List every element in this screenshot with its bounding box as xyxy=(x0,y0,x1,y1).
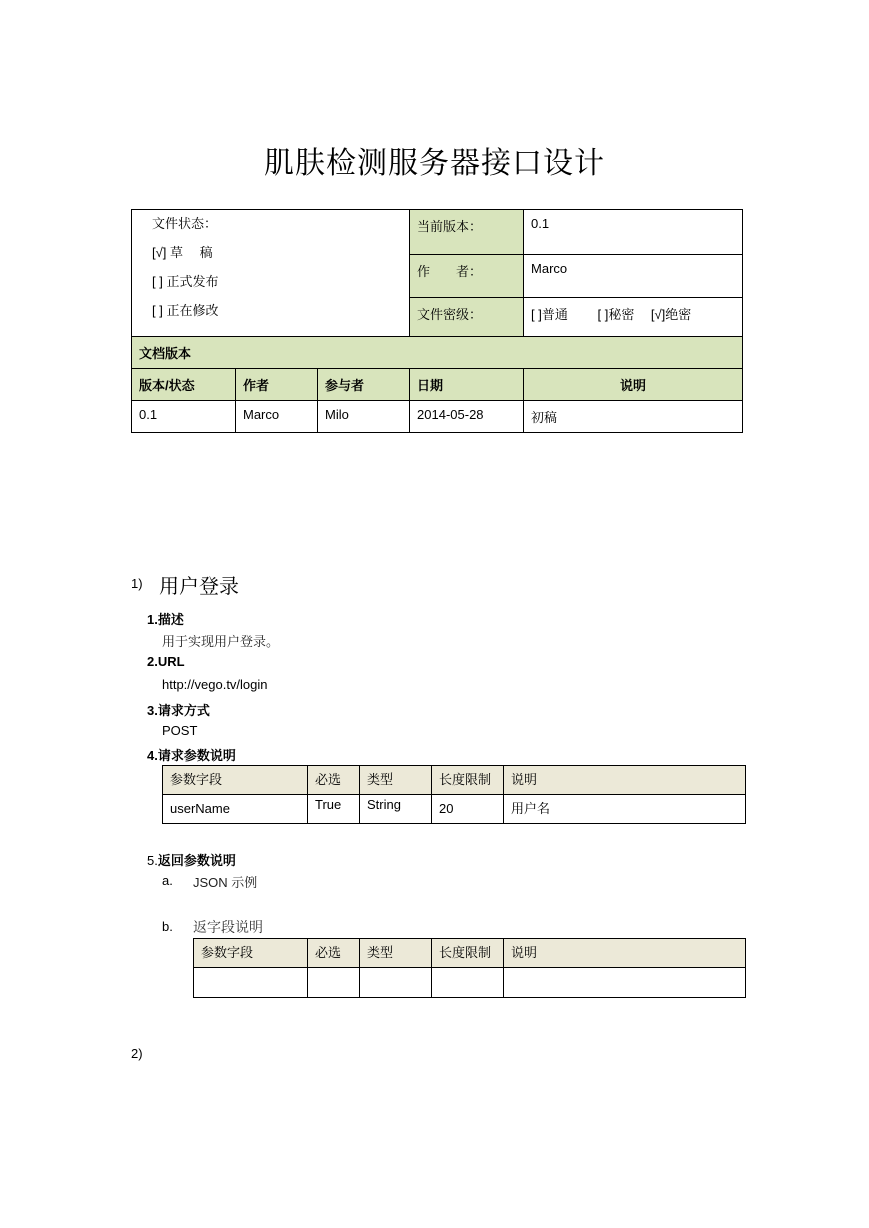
params-header: 类型 xyxy=(360,766,432,795)
return-cell xyxy=(504,968,746,998)
document-title: 肌肤检测服务器接口设计 xyxy=(264,146,605,181)
item-a-marker: a. xyxy=(162,873,173,888)
return-row xyxy=(194,968,746,998)
url-heading: 2.URL xyxy=(147,654,185,669)
history-header: 说明 xyxy=(524,369,743,401)
history-header: 日期 xyxy=(410,369,524,401)
file-status-label: 文件状态： xyxy=(152,216,218,231)
history-row xyxy=(132,401,743,433)
current-version-label: 当前版本： xyxy=(410,210,524,255)
return-header: 必选 xyxy=(308,939,360,968)
params-cell: String xyxy=(360,795,432,824)
return-header: 长度限制 xyxy=(432,939,504,968)
params-header: 必选 xyxy=(308,766,360,795)
return-header: 类型 xyxy=(360,939,432,968)
security-label: 文件密级： xyxy=(410,298,524,337)
url-text: http://vego.tv/login xyxy=(162,677,268,692)
params-header: 说明 xyxy=(504,766,746,795)
history-title: 文档版本 xyxy=(132,337,743,369)
return-cell xyxy=(432,968,504,998)
params-cell: True xyxy=(308,795,360,824)
author-label: 作 者： xyxy=(410,255,524,298)
history-header: 版本/状态 xyxy=(132,369,236,401)
return-heading xyxy=(147,850,236,869)
history-cell: 初稿 xyxy=(524,401,743,433)
section-number: 1) xyxy=(131,576,143,591)
params-cell: 用户名 xyxy=(504,795,746,824)
status-option-draft: [√] 草 稿 xyxy=(152,245,213,260)
params-header: 长度限制 xyxy=(432,766,504,795)
author-value: Marco xyxy=(524,255,743,298)
history-header: 作者 xyxy=(236,369,318,401)
params-row xyxy=(163,795,746,824)
return-heading-text: 返回参数说明 xyxy=(157,853,236,868)
status-option-revising: [ ] 正在修改 xyxy=(152,303,219,318)
return-cell xyxy=(360,968,432,998)
history-header: 参与者 xyxy=(318,369,410,401)
history-cell: Milo xyxy=(318,401,410,433)
item-b-marker: b. xyxy=(162,919,173,934)
document-meta-table xyxy=(131,209,743,433)
current-version-value: 0.1 xyxy=(524,210,743,255)
item-a-text: JSON 示例 xyxy=(193,875,258,890)
params-cell: userName xyxy=(163,795,308,824)
history-cell: Marco xyxy=(236,401,318,433)
params-heading: 4.请求参数说明 xyxy=(147,748,236,763)
params-cell: 20 xyxy=(432,795,504,824)
section-title: 用户登录 xyxy=(159,574,239,598)
return-header: 参数字段 xyxy=(194,939,308,968)
method-heading: 3.请求方式 xyxy=(147,703,210,718)
item-b-text: 返字段说明 xyxy=(193,920,263,936)
return-header: 说明 xyxy=(504,939,746,968)
return-cell xyxy=(194,968,308,998)
file-status-cell xyxy=(132,210,410,337)
request-params-table xyxy=(162,765,746,824)
params-header: 参数字段 xyxy=(163,766,308,795)
history-cell: 2014-05-28 xyxy=(410,401,524,433)
section-number: 2) xyxy=(131,1046,143,1061)
return-fields-table xyxy=(193,938,746,998)
security-value: [ ]普通 [ ]秘密 [√]绝密 xyxy=(524,298,743,337)
desc-text: 用于实现用户登录。 xyxy=(162,635,280,650)
history-cell: 0.1 xyxy=(132,401,236,433)
desc-heading: 1.描述 xyxy=(147,612,184,627)
return-cell xyxy=(308,968,360,998)
status-option-published: [ ] 正式发布 xyxy=(152,274,219,289)
return-heading-number: 5. xyxy=(147,853,158,868)
method-text: POST xyxy=(162,723,198,738)
